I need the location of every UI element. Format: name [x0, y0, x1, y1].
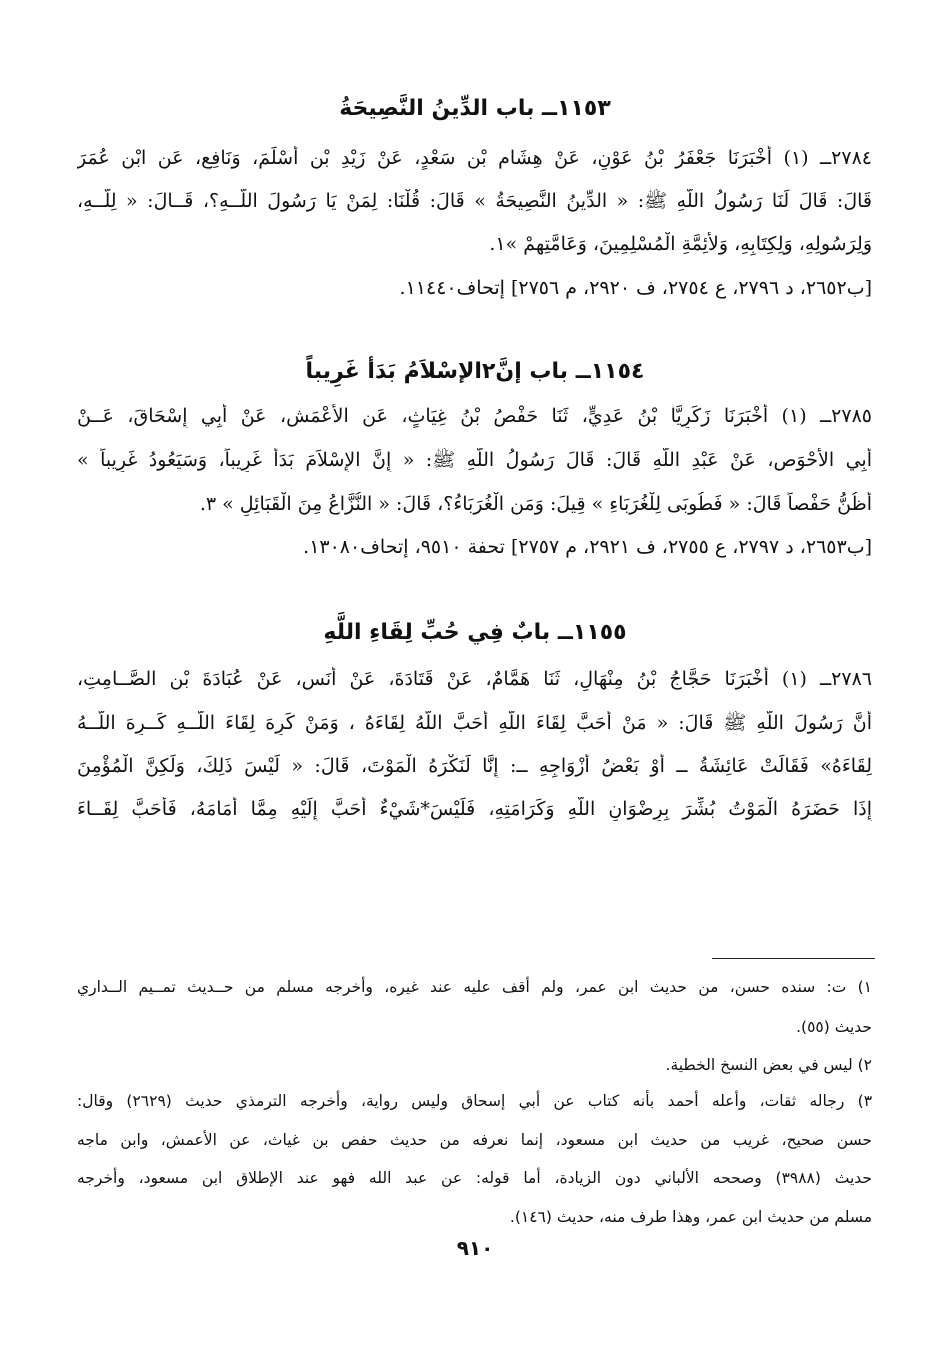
footnote-3-line-3: حديث (٣٩٨٨) وصححه الألباني دون الزيادة، أما قوله: عن عبد الله فهو عند الإطلاق ابن مسعود، وأخرجه — [77, 1169, 872, 1187]
hadith-2785-line-1: ٢٧٨٥ــ (١) أَخْبَرَنَا زَكَرِيَّا بْنُ عَدِيٍّ، ثَنَا حَفْصُ بْنُ غِيَاثٍ، عَنِ الأَعْمَشِ، عَنْ أَبِي إِسْحَاقَ، عَــنْ — [77, 405, 872, 427]
hadith-2785-references: [ب٢٦٥٣، د ٢٧٩٧، ع ٢٧٥٥، ف ٢٩٢١، م ٢٧٥٧] تحفة ٩٥١٠، إتحاف١٣٠٨٠. — [303, 536, 872, 558]
hadith-2786-line-3: لِقَاءَهُ» فَقَالَتْ عَائِشَةُ ــ أَوْ بَعْضُ أَزْوَاجِهِ ــ: إِنَّا لَنَكْرَهُ الْمَوْتَ، قَالَ: « لَيْسَ ذَلِكَ، وَلَكِنَّ الْمُؤْمِنَ — [77, 755, 872, 777]
footnote-3-line-2: حسن صحيح، غريب من حديث ابن مسعود، إنما نعرفه من حديث حفص بن غياث، عن الأعمش، وابن ماجه — [77, 1131, 872, 1149]
footnote-3-line-4: مسلم من حديث ابن عمر، وهذا طرف منه، حديث (١٤٦). — [509, 1208, 872, 1226]
hadith-2786-line-4: إِذَا حَضَرَهُ الْمَوْتُ بُشِّرَ بِرِضْوَانِ اللَّهِ وَكَرَامَتِهِ، فَلَيْسَ*شَيْءٌ أَحَبَّ إِلَيْهِ مِمَّا أَمَامَهُ، فَأَحَبَّ لِقَــاءَ — [77, 798, 872, 820]
footnote-1-line-2: حديث (٥٥). — [796, 1018, 872, 1036]
footnote-2: ٢) ليس في بعض النسخ الخطية. — [665, 1056, 872, 1074]
hadith-2786-line-1: ٢٧٨٦ــ (١) أَخْبَرَنَا حَجَّاجُ بْنُ مِنْهَالٍ، ثَنَا هَمَّامٌ، عَنْ قَتَادَةَ، عَنْ أَنَسٍ، عَنْ عُبَادَةَ بْنِ الصَّــامِتِ، — [77, 668, 872, 690]
footnote-3-line-1: ٣) رجاله ثقات، وأعله أحمد بأنه كتاب عن أبي إسحاق وليس رواية، وأخرجه الترمذي حديث (٢٦٢٩) وقال: — [77, 1092, 872, 1110]
hadith-2784-line-1: ٢٧٨٤ــ (١) أَخْبَرَنَا جَعْفَرُ بْنُ عَوْنٍ، عَنْ هِشَامِ بْنِ سَعْدٍ، عَنْ زَيْدِ بْنِ أَسْلَمَ، وَنَافِعٍ، عَنِ ابْنِ عُمَرَ — [77, 147, 872, 169]
chapter-heading-1155: ١١٥٥ــ بابٌ فِي حُبِّ لِقَاءِ اللَّهِ — [323, 620, 627, 645]
hadith-2785-line-3: أَظُنُّ حَفْصاً قَالَ: « فَطُوبَى لِلْغُرَبَاءِ » قِيلَ: وَمَنِ الْغُرَبَاءُ؟، قَالَ: « النُّزَّاعُ مِنَ الْقَبَائِلِ » ٣. — [199, 493, 872, 515]
chapter-heading-1154: ١١٥٤ــ باب إنَّ٢الإسْلاَمُ بَدَأ غَرِيباً — [305, 359, 645, 384]
hadith-2784-line-3: وَلِرَسُولِهِ، وَلِكِتَابِهِ، وَلأَئِمَّةِ الْمُسْلِمِينَ، وَعَامَّتِهِمْ »١. — [489, 233, 872, 255]
chapter-heading-1153: ١١٥٣ــ باب الدِّينُ النَّصِيحَةُ — [339, 96, 611, 121]
hadith-2786-line-2: أَنَّ رَسُولَ اللَّهِ ﷺ قَالَ: « مَنْ أَحَبَّ لِقَاءَ اللَّهِ أَحَبَّ اللَّهُ لِقَاءَهُ ، وَمَنْ كَرِهَ لِقَاءَ اللَّــهِ كَــرِهَ اللَّــهُ — [77, 712, 872, 734]
hadith-2784-line-2: قَالَ: قَالَ لَنَا رَسُولُ اللَّهِ ﷺ: « الدِّينُ النَّصِيحَةُ » قَالَ: قُلْنَا: لِمَنْ يَا رَسُولَ اللَّــهِ؟، قَــالَ: « لِلَّــهِ، — [77, 190, 872, 212]
footnote-separator — [712, 958, 875, 959]
page-number: ٩١٠ — [456, 1236, 494, 1260]
hadith-2785-line-2: أَبِي الأَحْوَصِ، عَنْ عَبْدِ اللَّهِ قَالَ: قَالَ رَسُولُ اللَّهِ ﷺ: « إِنَّ الإِسْلاَمَ بَدَأَ غَرِيباً، وَسَيَعُودُ غَرِيباً » — [77, 449, 872, 471]
hadith-2784-references: [ب٢٦٥٢، د ٢٧٩٦، ع ٢٧٥٤، ف ٢٩٢٠، م ٢٧٥٦] إتحاف١١٤٤٠. — [399, 277, 872, 299]
footnote-1-line-1: ١) ت: سنده حسن، من حديث ابن عمر، ولم أقف عليه عند غيره، وأخرجه مسلم من حــديث تمــيم الــداري — [77, 978, 872, 996]
